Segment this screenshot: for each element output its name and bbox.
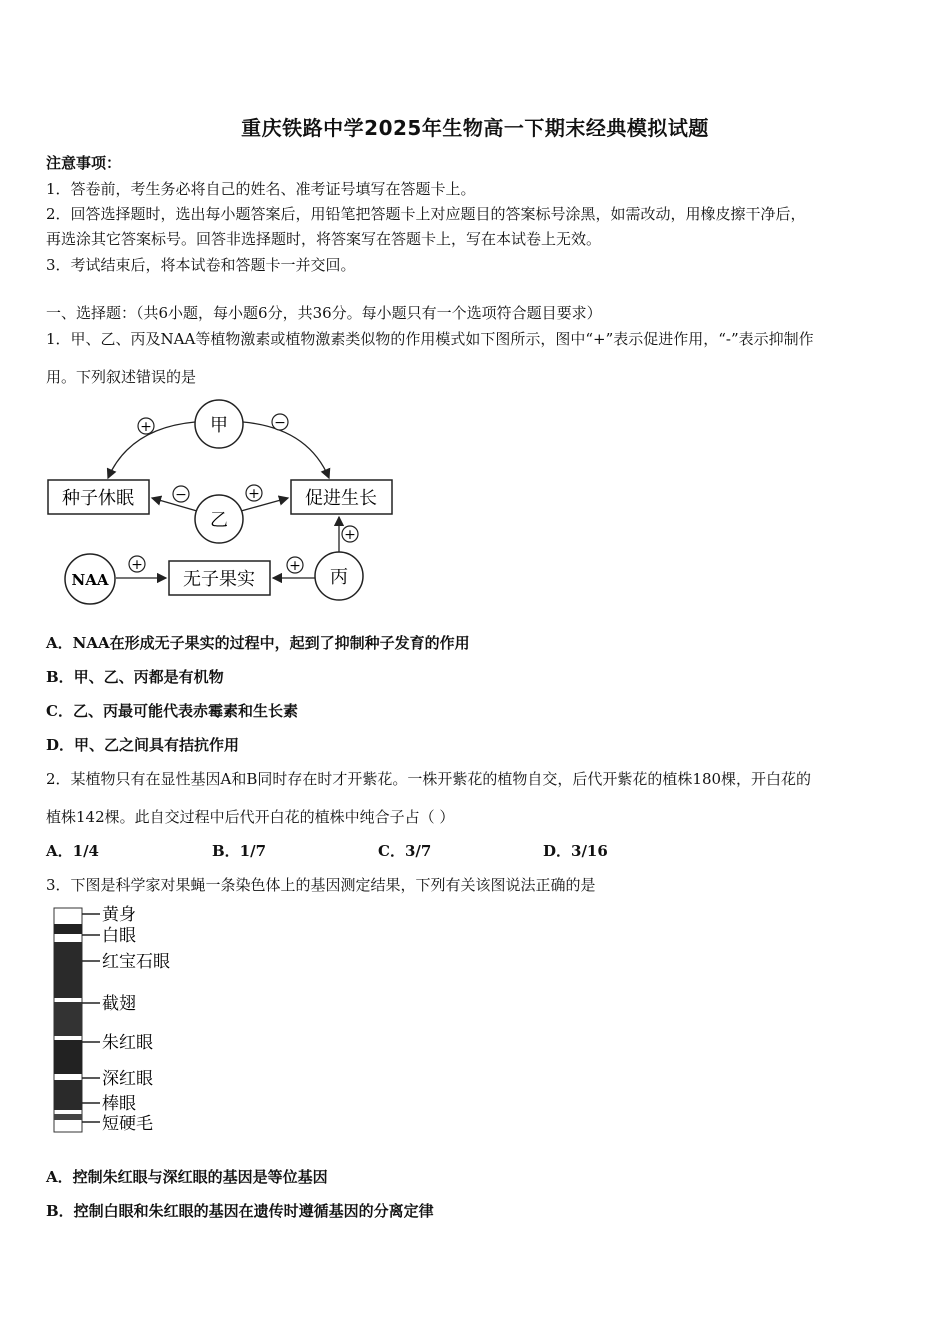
svg-text:+: + [344, 527, 356, 543]
chromosome-diagram [44, 902, 194, 1142]
gene-label: 棒眼 [102, 1094, 136, 1114]
q2-option-b: B．1/7 [212, 842, 267, 860]
plus-sign-bing-growth [342, 526, 358, 543]
q2-option-a: A．1/4 [46, 842, 99, 860]
seedless-label: 无子果实 [183, 569, 255, 590]
growth-label: 促进生长 [305, 488, 377, 509]
svg-text:+: + [131, 557, 143, 573]
dormancy-label: 种子休眠 [62, 488, 134, 509]
bing-label: 丙 [330, 567, 348, 588]
gene-label: 短硬毛 [102, 1114, 153, 1134]
gene-label: 深红眼 [102, 1069, 153, 1089]
q3-stem: 3．下图是科学家对果蝇一条染色体上的基因测定结果，下列有关该图说法正确的是 [46, 876, 596, 894]
naa-label: NAA [71, 571, 109, 589]
svg-text:+: + [289, 558, 301, 574]
section-heading: 一、选择题：（共6小题，每小题6分，共36分。每小题只有一个选项符合题目要求） [46, 304, 602, 322]
svg-text:−: − [175, 487, 187, 503]
gene-label: 截翅 [102, 994, 136, 1014]
q1-stem-line2: 用。下列叙述错误的是 [46, 368, 197, 386]
q2-option-c: C．3/7 [378, 842, 432, 860]
plus-sign-bing-seedless [287, 557, 303, 574]
page-title: 重庆铁路中学2025年生物高一下期末经典模拟试题 [241, 116, 709, 140]
notice-item: 3．考试结束后，将本试卷和答题卡一并交回。 [46, 256, 356, 274]
q3-option-a: A．控制朱红眼与深红眼的基因是等位基因 [46, 1168, 328, 1186]
q1-option-d: D．甲、乙之间具有拮抗作用 [46, 736, 240, 754]
minus-sign-jia-growth [272, 414, 288, 431]
gene-label: 朱红眼 [102, 1033, 153, 1053]
jia-label: 甲 [210, 415, 228, 436]
svg-text:−: − [274, 415, 286, 431]
plus-sign-jia-dormancy [138, 418, 154, 435]
notice-heading: 注意事项： [46, 154, 122, 172]
notice-item: 再选涂其它答案标号。回答非选择题时，将答案写在答题卡上，写在本试卷上无效。 [46, 230, 602, 248]
hormone-diagram [40, 392, 420, 614]
gene-label: 黄身 [102, 905, 136, 925]
svg-text:+: + [248, 486, 260, 502]
yi-label: 乙 [210, 510, 228, 531]
q2-option-d: D．3/16 [543, 842, 608, 860]
gene-label: 白眼 [102, 926, 136, 946]
q1-option-a: A．NAA在形成无子果实的过程中，起到了抑制种子发育的作用 [46, 634, 470, 652]
plus-sign-yi-growth [246, 485, 262, 502]
q1-stem-line1: 1．甲、乙、丙及NAA等植物激素或植物激素类似物的作用模式如下图所示，图中“+”表示促进作用，“-”表示抑制作 [46, 330, 814, 348]
q1-option-b: B．甲、乙、丙都是有机物 [46, 668, 224, 686]
gene-label: 红宝石眼 [102, 952, 170, 972]
svg-text:+: + [140, 419, 152, 435]
q3-option-b: B．控制白眼和朱红眼的基因在遗传时遵循基因的分离定律 [46, 1202, 434, 1220]
notice-item: 2．回答选择题时，选出每小题答案后，用铅笔把答题卡上对应题目的答案标号涂黑，如需改动，用橡皮擦干净后， [46, 205, 806, 223]
q2-stem-line2: 植株142棵。此自交过程中后代开白花的植株中纯合子占（ ） [46, 808, 455, 826]
q1-option-c: C．乙、丙最可能代表赤霉素和生长素 [46, 702, 298, 720]
q2-stem-line1: 2．某植物只有在显性基因A和B同时存在时才开紫花。一株开紫花的植物自交，后代开紫花的植株180棵，开白花的 [46, 770, 812, 788]
minus-sign-yi-dormancy [173, 486, 189, 503]
notice-item: 1．答卷前，考生务必将自己的姓名、准考证号填写在答题卡上。 [46, 180, 476, 198]
plus-sign-naa-seedless [129, 556, 145, 573]
